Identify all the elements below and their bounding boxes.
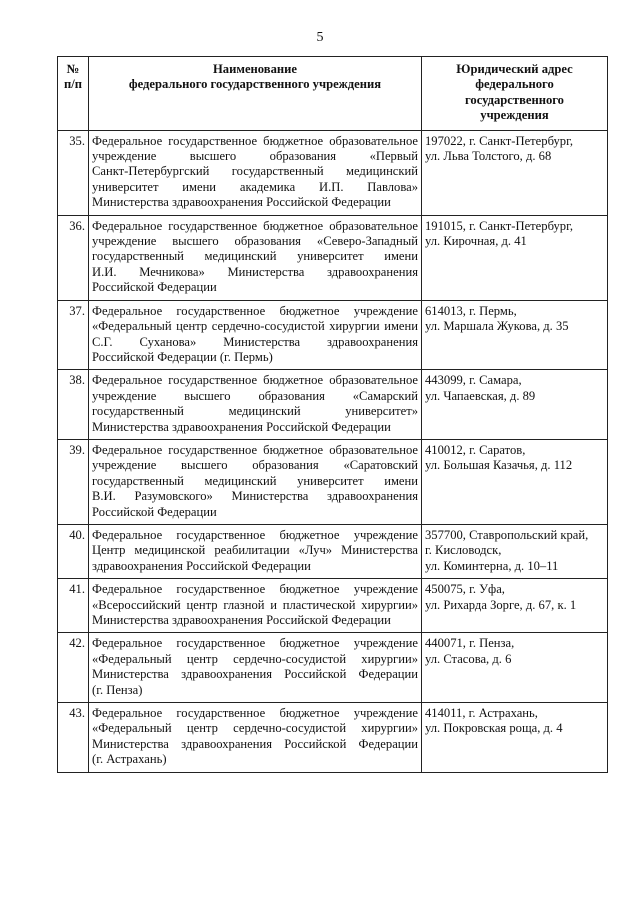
- legal-address: [422, 633, 608, 703]
- legal-address-line: 440071, г. Пенза,: [425, 636, 515, 651]
- legal-address-line: 443099, г. Самара,: [425, 373, 522, 388]
- institution-name-line: учреждение высшего образования «Первый: [92, 149, 418, 164]
- table-header-row: [58, 57, 608, 131]
- institution-name-line: (г. Пенза): [92, 682, 143, 697]
- institution-name: [89, 579, 422, 633]
- institution-name-line: учреждение высшего образования «Северо-Западный: [92, 234, 418, 249]
- legal-address: [422, 130, 608, 215]
- legal-address-line: г. Кисловодск,: [425, 543, 502, 558]
- legal-address-line: 450075, г. Уфа,: [425, 582, 505, 597]
- legal-address-line: ул. Маршала Жукова, д. 35: [425, 319, 569, 334]
- legal-address: [422, 370, 608, 440]
- row-number: 39.: [58, 439, 89, 524]
- institution-name: [89, 215, 422, 300]
- institution-name-line: «Федеральный центр сердечно-сосудистой хирургии»: [92, 651, 418, 666]
- legal-address: [422, 215, 608, 300]
- legal-address-line: 197022, г. Санкт-Петербург,: [425, 133, 573, 148]
- legal-address: [422, 703, 608, 773]
- institution-name-line: Министерства здравоохранения Российской Федерации: [92, 736, 418, 751]
- institution-name-line: Министерства здравоохранения Российской Федерации: [92, 419, 391, 434]
- page-number: 5: [316, 30, 324, 45]
- institution-name-line: Федеральное государственное бюджетное учреждение: [92, 706, 418, 721]
- institution-name-line: Федеральное государственное бюджетное образовательное: [92, 133, 418, 148]
- table-row: [58, 300, 608, 370]
- institutions-table: [57, 56, 608, 773]
- legal-address-line: ул. Рихарда Зорге, д. 67, к. 1: [425, 597, 577, 612]
- institution-name-line: учреждение высшего образования «Саратовский: [92, 458, 418, 473]
- institution-name: [89, 439, 422, 524]
- institution-name-line: Российской Федерации: [92, 280, 217, 295]
- legal-address: [422, 439, 608, 524]
- row-number: 43.: [58, 703, 89, 773]
- institution-name-line: Федеральное государственное бюджетное учреждение: [92, 527, 418, 542]
- institution-name-line: Федеральное государственное бюджетное образовательное: [92, 373, 418, 388]
- institution-name-line: Федеральное государственное бюджетное учреждение: [92, 636, 418, 651]
- header-number: № п/п: [58, 57, 89, 131]
- institution-name-line: В.И. Разумовского» Министерства здравоохранения: [92, 489, 418, 504]
- table-row: [58, 524, 608, 578]
- table-row: [58, 633, 608, 703]
- row-number: 35.: [58, 130, 89, 215]
- institution-name-line: Российской Федерации: [92, 504, 217, 519]
- table-body: [58, 130, 608, 772]
- institution-name-line: Министерства здравоохранения Российской Федерации: [92, 613, 391, 627]
- institution-name-line: «Федеральный центр сердечно-сосудистой хирургии имени: [92, 319, 418, 334]
- header-address: Юридический адрес федерального государственного учреждения: [422, 57, 608, 131]
- institution-name-line: (г. Астрахань): [92, 752, 167, 767]
- legal-address-line: ул. Льва Толстого, д. 68: [425, 149, 552, 164]
- table-row: [58, 579, 608, 633]
- header-name: Наименование федерального государственного учреждения: [89, 57, 422, 131]
- institution-name: [89, 130, 422, 215]
- table-row: [58, 370, 608, 440]
- row-number: 38.: [58, 370, 89, 440]
- institution-name: [89, 370, 422, 440]
- legal-address-line: ул. Покровская роща, д. 4: [425, 721, 563, 736]
- legal-address: [422, 579, 608, 633]
- institution-name: [89, 300, 422, 370]
- row-number: 37.: [58, 300, 89, 370]
- row-number: 36.: [58, 215, 89, 300]
- institution-name-line: государственный медицинский университет»: [92, 404, 418, 419]
- institution-name-line: Федеральное государственное бюджетное образовательное: [92, 442, 418, 457]
- table-row: [58, 130, 608, 215]
- institution-name: [89, 524, 422, 578]
- institution-name-line: Федеральное государственное бюджетное образовательное: [92, 218, 418, 233]
- institution-name: [89, 633, 422, 703]
- legal-address-line: ул. Большая Казачья, д. 112: [425, 458, 573, 473]
- institution-name-line: С.Г. Суханова» Министерства здравоохранения: [92, 334, 418, 349]
- institution-name-line: Российской Федерации (г. Пермь): [92, 349, 273, 364]
- institution-name-line: Санкт-Петербургский государственный медицинский: [92, 164, 418, 179]
- table-row: [58, 703, 608, 773]
- legal-address-line: 614013, г. Пермь,: [425, 303, 517, 318]
- institution-name-line: Центр медицинской реабилитации «Луч» Министерства: [92, 543, 418, 558]
- row-number: 41.: [58, 579, 89, 633]
- legal-address: [422, 300, 608, 370]
- legal-address-line: ул. Стасова, д. 6: [425, 651, 512, 666]
- institution-name-line: государственный медицинский университет имени: [92, 249, 418, 264]
- institution-name-line: «Федеральный центр сердечно-сосудистой хирургии»: [92, 721, 418, 736]
- institution-name-line: И.И. Мечникова» Министерства здравоохранения: [92, 264, 418, 279]
- legal-address: [422, 524, 608, 578]
- institution-name-line: «Всероссийский центр глазной и пластической хирургии»: [92, 597, 418, 612]
- institution-name-line: Федеральное государственное бюджетное учреждение: [92, 582, 418, 597]
- institution-name-line: университет имени академика И.П. Павлова»: [92, 179, 418, 194]
- legal-address-line: 191015, г. Санкт-Петербург,: [425, 218, 573, 233]
- table-row: [58, 439, 608, 524]
- legal-address-line: ул. Чапаевская, д. 89: [425, 388, 536, 403]
- row-number: 42.: [58, 633, 89, 703]
- institution-name-line: Федеральное государственное бюджетное учреждение: [92, 303, 418, 318]
- legal-address-line: ул. Коминтерна, д. 10–11: [425, 558, 559, 573]
- institution-name-line: учреждение высшего образования «Самарский: [92, 388, 418, 403]
- institution-name-line: государственный медицинский университет имени: [92, 473, 418, 488]
- table-row: [58, 215, 608, 300]
- institution-name: [89, 703, 422, 773]
- legal-address-line: 357700, Ставропольский край,: [425, 527, 589, 542]
- legal-address-line: 410012, г. Саратов,: [425, 442, 526, 457]
- institution-name-line: Министерства здравоохранения Российской Федерации: [92, 667, 418, 682]
- legal-address-line: ул. Кирочная, д. 41: [425, 234, 527, 249]
- institution-name-line: Министерства здравоохранения Российской Федерации: [92, 195, 391, 210]
- row-number: 40.: [58, 524, 89, 578]
- legal-address-line: 414011, г. Астрахань,: [425, 706, 538, 721]
- institution-name-line: здравоохранения Российской Федерации: [92, 558, 311, 573]
